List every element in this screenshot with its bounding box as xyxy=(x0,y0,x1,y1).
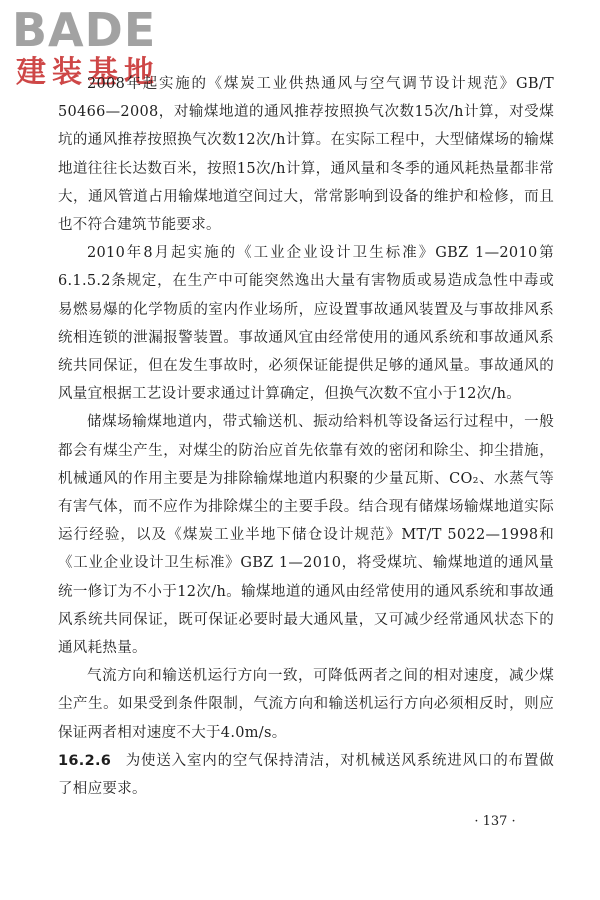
logo-brand: BADE xyxy=(12,3,157,57)
logo-subtitle: 建装基地 xyxy=(16,55,160,90)
page-body xyxy=(58,70,554,803)
clause-text: 为使送入室内的空气保持清洁，对机械送风系统进风口的布置做了相应要求。 xyxy=(58,752,554,798)
clause-16-2-6 xyxy=(58,747,554,803)
paragraph-2: 2010年8月起实施的《工业企业设计卫生标准》GBZ 1—2010第6.1.5.2条规定，在生产中可能突然逸出大量有害物质或易造成急性中毒或易燃易爆的化学物质的室内作业场所，应设置事故通风装置及与事故排风系统相连锁的泄漏报警装置。事故通风宜由经常使用的通风系统和事故通风系统共同保证，但在发生事故时，必须保证能提供足够的通风量。事故通风的风量宜根据工艺设计要求通过计算确定，但换气次数不宜小于12次/h。 xyxy=(58,245,554,403)
paragraph-3: 储煤场输煤地道内，带式输送机、振动给料机等设备运行过程中，一般都会有煤尘产生，对煤尘的防治应首先依靠有效的密闭和除尘、抑尘措施，机械通风的作用主要是为排除输煤地道内积聚的少量瓦斯、CO₂、水蒸气等有害气体，而不应作为排除煤尘的主要手段。结合现有储煤场输煤地道实际运行经验，以及《煤炭工业半地下储仓设计规范》MT/T 5022—1998和《工业企业设计卫生标准》GBZ 1—2010，将受煤坑、输煤地道的通风量统一修订为不小于12次/h。输煤地道的通风由经常使用的通风系统和事故通风系统共同保证，既可保证必要时最大通风量，又可减少经常通风状态下的通风耗热量。 xyxy=(58,414,554,657)
page-number: · 137 · xyxy=(474,814,516,829)
paragraph-4: 气流方向和输送机运行方向一致，可降低两者之间的相对速度，减少煤尘产生。如果受到条件限制，气流方向和输送机运行方向必须相反时，则应保证两者相对速度不大于4.0m/s。 xyxy=(58,668,554,741)
paragraph-1: 2008年起实施的《煤炭工业供热通风与空气调节设计规范》GB/T 50466—2008，对输煤地道的通风推荐按照换气次数15次/h计算，对受煤坑的通风推荐按照换气次数12次/h计算。在实际工程中，大型储煤场的输煤地道往往长达数百米，按照15次/h计算，通风量和冬季的通风耗热量都非常大，通风管道占用输煤地道空间过大，常常影响到设备的维护和检修，而且也不符合建筑节能要求。 xyxy=(58,76,554,234)
clause-number: 16.2.6 xyxy=(58,752,112,769)
